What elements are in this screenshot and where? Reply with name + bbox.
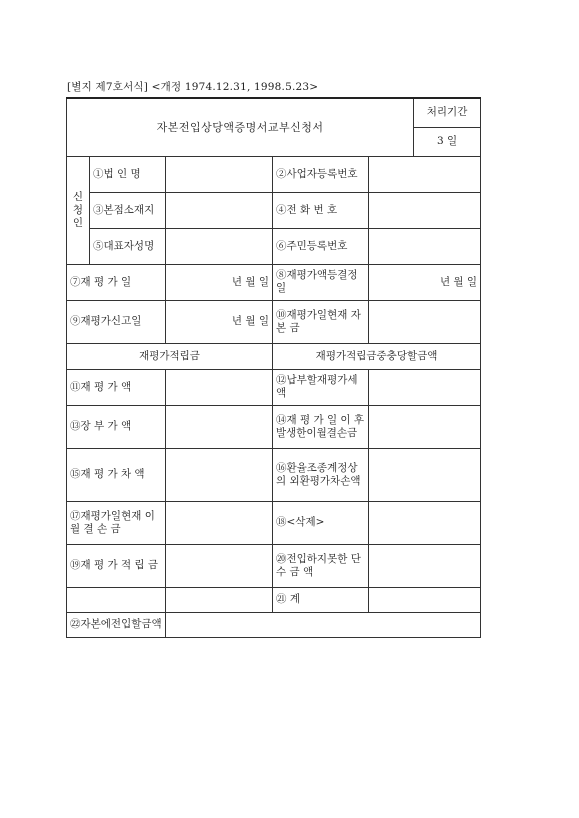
decision-date-label: ⑧재평가액등결정일 [273,264,369,300]
total-field[interactable] [369,587,481,612]
revaluation-date-label: ⑦재 평 가 일 [67,264,166,300]
form-title: 자본전입상당액증명서교부신청서 [67,98,414,156]
processing-period-label: 처리기간 [414,98,481,127]
total-label: ㉑ 계 [273,587,369,612]
fractional-amount-label: ⑳전입하지못한 단 수 금 액 [273,544,369,587]
resident-reg-no-label: ⑥주민등록번호 [273,228,369,264]
corp-name-field[interactable] [166,156,273,192]
representative-field[interactable] [166,228,273,264]
book-value-field[interactable] [166,405,273,448]
deleted-item-label: ⑱<삭제> [273,501,369,544]
revaluation-reserve-field[interactable] [166,544,273,587]
blank-label-cell [67,587,166,612]
capital-transfer-label: ㉒자본에전입할금액 [67,612,166,637]
business-reg-no-field[interactable] [369,156,481,192]
carried-loss-field[interactable] [166,501,273,544]
fractional-amount-field[interactable] [369,544,481,587]
decision-date-field[interactable]: 년 월 일 [369,264,481,300]
fx-loss-field[interactable] [369,448,481,501]
business-reg-no-label: ②사업자등록번호 [273,156,369,192]
revaluation-amount-label: ⑪재 평 가 액 [67,369,166,405]
carried-loss-label: ⑰재평가일현재 이 월 결 손 금 [67,501,166,544]
loss-after-revaluation-label: ⑭재 평 가 일 이 후 발생한이월결손금 [273,405,369,448]
applicant-label-char: 인 [72,216,84,229]
capital-field[interactable] [369,300,481,343]
report-date-label: ⑨재평가신고일 [67,300,166,343]
application-form [66,97,481,638]
revaluation-date-field[interactable]: 년 월 일 [166,264,273,300]
revaluation-reserve-label: ⑲재 평 가 적 립 금 [67,544,166,587]
head-office-label: ③본점소재지 [90,192,166,228]
phone-field[interactable] [369,192,481,228]
applicant-label [67,156,90,264]
report-date-field[interactable]: 년 월 일 [166,300,273,343]
form-header: [별지 제7호서식] <개정 1974.12.31, 1998.5.23> [67,81,319,93]
book-value-label: ⑬장 부 가 액 [67,405,166,448]
phone-label: ④전 화 번 호 [273,192,369,228]
applicant-label-char: 신 [72,190,84,203]
resident-reg-no-field[interactable] [369,228,481,264]
processing-period-value: 3 일 [414,127,481,156]
revaluation-tax-field[interactable] [369,369,481,405]
reserve-amount-section-header: 재평가적립금중충당할금액 [273,343,481,369]
capital-transfer-field[interactable] [166,612,481,637]
revaluation-difference-label: ⑮재 평 가 차 액 [67,448,166,501]
deleted-item-field[interactable] [369,501,481,544]
capital-label: ⑩재평가일현재 자 본 금 [273,300,369,343]
applicant-label-char: 청 [72,203,84,216]
representative-label: ⑤대표자성명 [90,228,166,264]
head-office-field[interactable] [166,192,273,228]
revaluation-amount-field[interactable] [166,369,273,405]
reserve-section-header: 재평가적립금 [67,343,273,369]
revaluation-tax-label: ⑫납부할재평가세액 [273,369,369,405]
loss-after-revaluation-field[interactable] [369,405,481,448]
fx-loss-label: ⑯환율조종계정상 의 외환평가차손액 [273,448,369,501]
blank-field-cell[interactable] [166,587,273,612]
corp-name-label: ①법 인 명 [90,156,166,192]
revaluation-difference-field[interactable] [166,448,273,501]
